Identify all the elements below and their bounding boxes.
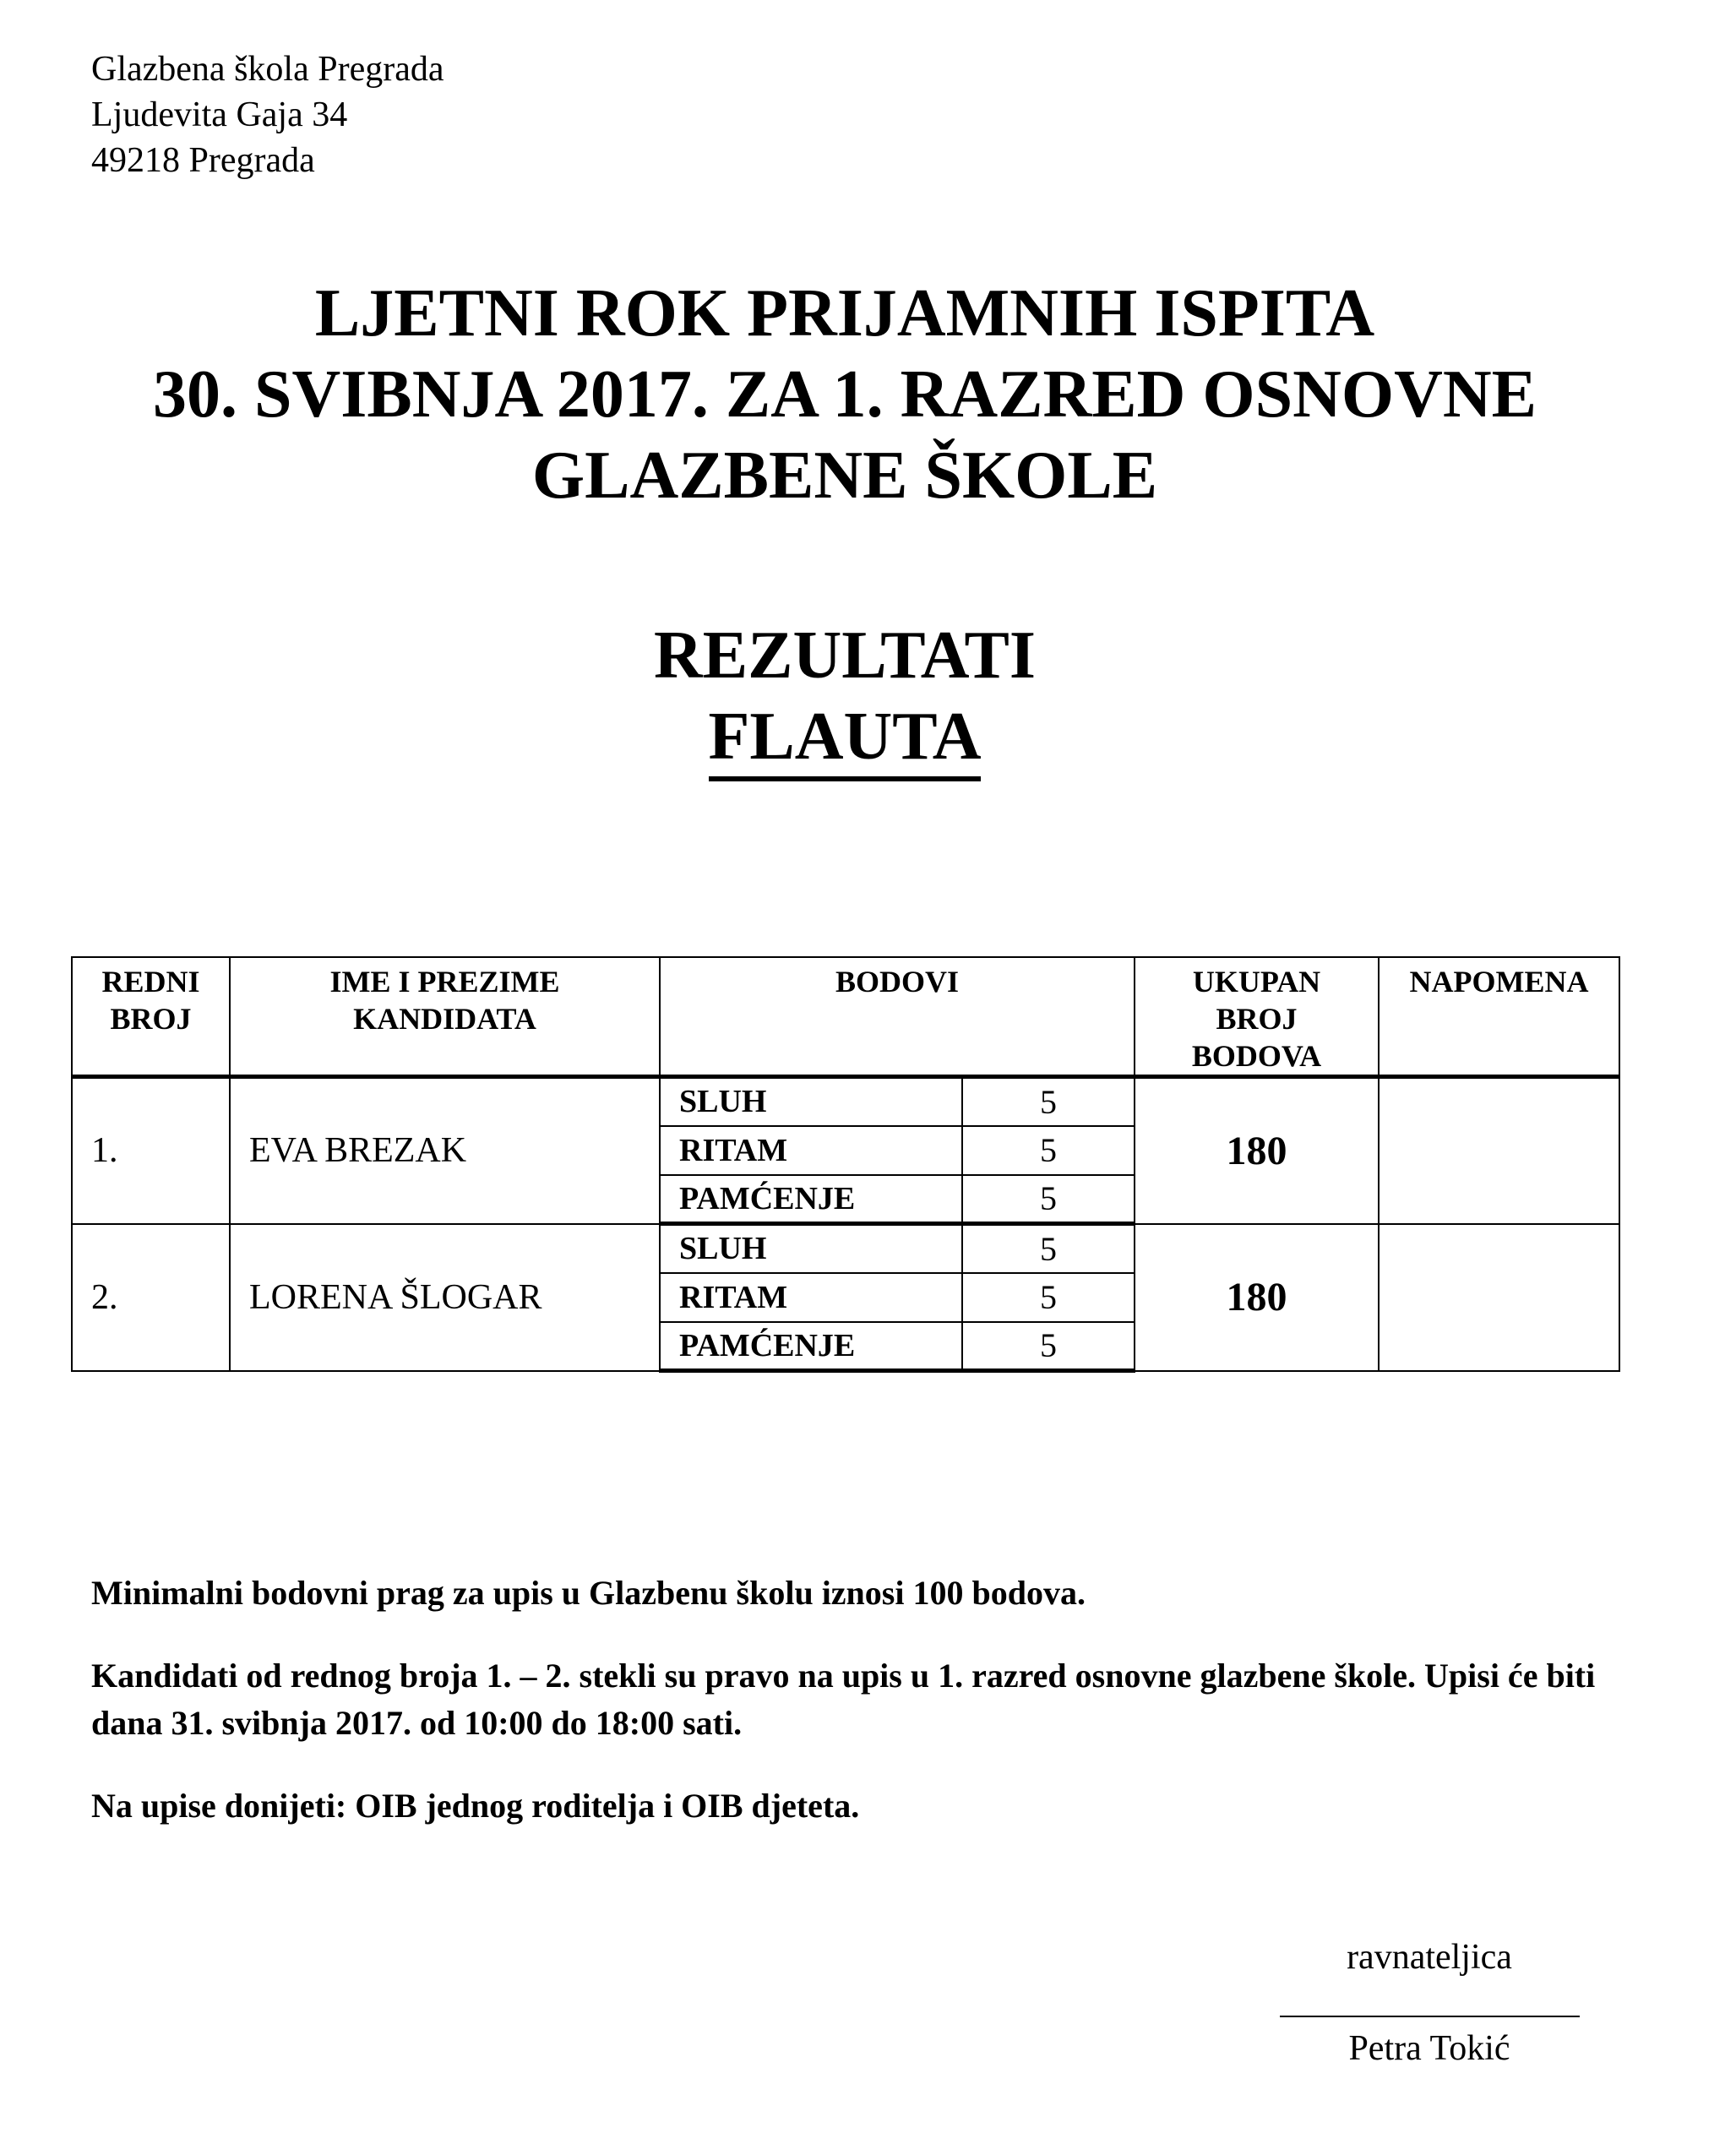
total-points: 180 — [1135, 1077, 1379, 1224]
results-heading — [0, 615, 1690, 781]
signature-line — [1280, 2016, 1580, 2017]
school-name: Glazbena škola Pregrada — [91, 50, 444, 89]
score-category: PAMĆENJE — [660, 1175, 962, 1224]
total-points: 180 — [1135, 1224, 1379, 1371]
row-number: 2. — [72, 1224, 230, 1371]
instrument-title: FLAUTA — [709, 702, 982, 781]
signature-block — [1277, 1934, 1581, 2071]
note-cell — [1379, 1077, 1619, 1224]
candidate-name: LORENA ŠLOGAR — [230, 1224, 660, 1371]
score-category: SLUH — [660, 1224, 962, 1273]
score-points: 5 — [962, 1224, 1135, 1273]
header-ime-prezime: IME I PREZIME KANDIDATA — [230, 957, 660, 1077]
title-line-3: GLAZBENE ŠKOLE — [531, 438, 1158, 513]
table-header-row — [72, 957, 1619, 1077]
score-points: 5 — [962, 1077, 1135, 1126]
score-points: 5 — [962, 1322, 1135, 1371]
school-address — [91, 46, 444, 183]
school-street: Ljudevita Gaja 34 — [91, 95, 348, 134]
title-line-1: LJETNI ROK PRIJAMNIH ISPITA — [314, 276, 1375, 351]
document-title — [0, 273, 1690, 516]
header-napomena: NAPOMENA — [1379, 957, 1619, 1077]
row-number: 1. — [72, 1077, 230, 1224]
score-category: RITAM — [660, 1126, 962, 1175]
school-city: 49218 Pregrada — [91, 141, 315, 180]
header-redni-broj: REDNI BROJ — [72, 957, 230, 1077]
threshold-note: Minimalni bodovni prag za upis u Glazbenu školu iznosi 100 bodova. — [91, 1574, 1086, 1612]
score-category: PAMĆENJE — [660, 1322, 962, 1371]
table-row — [72, 1077, 1619, 1126]
signature-role: ravnateljica — [1347, 1938, 1512, 1977]
score-category: RITAM — [660, 1273, 962, 1322]
results-title: REZULTATI — [653, 618, 1037, 693]
score-points: 5 — [962, 1273, 1135, 1322]
notes-section — [91, 1570, 1612, 1865]
header-ukupan-broj-bodova: UKUPAN BROJ BODOVA — [1135, 957, 1379, 1077]
header-bodovi: BODOVI — [660, 957, 1135, 1077]
documents-note: Na upise donijeti: OIB jednog roditelja i OIB djeteta. — [91, 1787, 860, 1825]
score-category: SLUH — [660, 1077, 962, 1126]
results-table — [71, 956, 1620, 1373]
score-points: 5 — [962, 1175, 1135, 1224]
enrollment-note: Kandidati od rednog broja 1. – 2. stekli su pravo na upis u 1. razred osnovne glazbene škole. Upisi će biti dana 31. svibnja 2017. od 10:00 do 18:00 sati. — [91, 1657, 1596, 1742]
signature-name: Petra Tokić — [1348, 2029, 1510, 2068]
note-cell — [1379, 1224, 1619, 1371]
score-points: 5 — [962, 1126, 1135, 1175]
title-line-2: 30. SVIBNJA 2017. ZA 1. RAZRED OSNOVNE — [152, 357, 1537, 432]
candidate-name: EVA BREZAK — [230, 1077, 660, 1224]
table-row — [72, 1224, 1619, 1273]
